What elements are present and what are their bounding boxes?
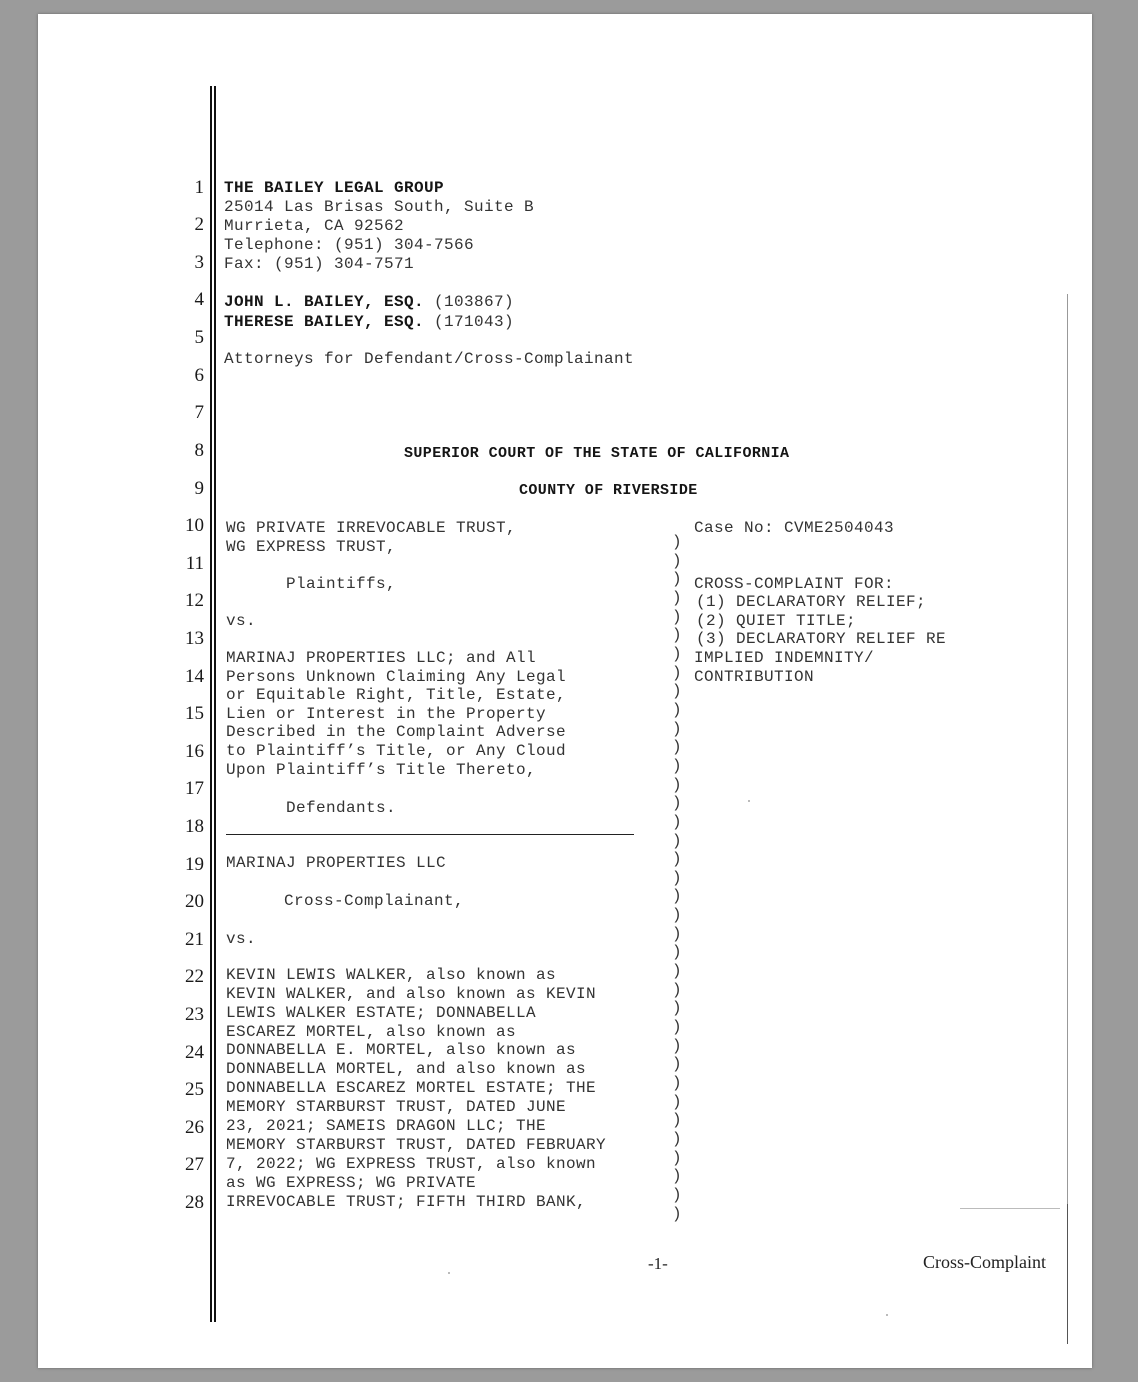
line-number: 17 bbox=[185, 778, 204, 799]
caption-paren: ) bbox=[672, 588, 682, 607]
cross-defendant-line: KEVIN WALKER, and also known as KEVIN bbox=[226, 985, 597, 1003]
line-number: 22 bbox=[185, 966, 204, 987]
caption-paren: ) bbox=[672, 700, 682, 719]
line-number: 4 bbox=[194, 289, 204, 310]
caption-paren: ) bbox=[672, 663, 682, 682]
vs-label: vs. bbox=[226, 930, 257, 948]
cause-of-action: CONTRIBUTION bbox=[694, 668, 815, 686]
caption-paren: ) bbox=[672, 962, 682, 981]
line-number: 24 bbox=[185, 1042, 204, 1063]
cross-defendant-line: MEMORY STARBURST TRUST, DATED FEBRUARY bbox=[226, 1136, 607, 1154]
caption-paren: ) bbox=[672, 1055, 682, 1074]
scan-speck bbox=[748, 800, 750, 802]
attorneys-for: Attorneys for Defendant/Cross-Complainant bbox=[224, 350, 635, 368]
defendant-line: or Equitable Right, Title, Estate, bbox=[226, 686, 567, 704]
right-margin-rule-bottom bbox=[1067, 1204, 1068, 1344]
line-number: 15 bbox=[185, 703, 204, 724]
line-number: 20 bbox=[185, 891, 204, 912]
left-margin-rule-inner bbox=[214, 86, 216, 1322]
caption-paren: ) bbox=[672, 775, 682, 794]
page-number: -1- bbox=[648, 1254, 668, 1273]
cross-complainant-label: Cross-Complainant, bbox=[284, 892, 465, 910]
line-number: 18 bbox=[185, 816, 204, 837]
scan-speck bbox=[886, 1314, 888, 1316]
court-county: COUNTY OF RIVERSIDE bbox=[519, 482, 698, 499]
caption-paren: ) bbox=[672, 1111, 682, 1130]
caption-paren: ) bbox=[672, 1018, 682, 1037]
caption-paren: ) bbox=[672, 924, 682, 943]
caption-divider bbox=[226, 834, 634, 835]
caption-paren: ) bbox=[672, 644, 682, 663]
caption-paren: ) bbox=[672, 682, 682, 701]
defendant-line: to Plaintiff’s Title, or Any Cloud bbox=[226, 742, 567, 760]
caption-paren-column bbox=[672, 533, 682, 1223]
attorney-2-name: THERESE BAILEY, ESQ. bbox=[224, 313, 425, 331]
caption-paren: ) bbox=[672, 719, 682, 738]
caption-paren: ) bbox=[672, 1036, 682, 1055]
cause-of-action: (1) DECLARATORY RELIEF; bbox=[696, 593, 927, 611]
line-number: 13 bbox=[185, 628, 204, 649]
line-number: 6 bbox=[194, 365, 204, 386]
caption-paren: ) bbox=[672, 812, 682, 831]
caption-paren: ) bbox=[672, 607, 682, 626]
caption-paren: ) bbox=[672, 626, 682, 645]
line-number: 28 bbox=[185, 1192, 204, 1213]
line-number: 25 bbox=[185, 1079, 204, 1100]
caption-paren: ) bbox=[672, 943, 682, 962]
firm-address-line1: 25014 Las Brisas South, Suite B bbox=[224, 198, 535, 216]
line-number: 10 bbox=[185, 515, 204, 536]
footer-title: Cross-Complaint bbox=[923, 1252, 1047, 1272]
court-name: SUPERIOR COURT OF THE STATE OF CALIFORNIA bbox=[404, 445, 790, 462]
defendant-line: Described in the Complaint Adverse bbox=[226, 723, 567, 741]
caption-paren: ) bbox=[672, 850, 682, 869]
line-number: 1 bbox=[194, 177, 204, 198]
line-number: 11 bbox=[185, 553, 204, 574]
left-margin-rule-outer bbox=[210, 86, 212, 1322]
line-number: 27 bbox=[185, 1154, 204, 1175]
vs-label: vs. bbox=[226, 612, 257, 630]
caption-paren: ) bbox=[672, 570, 682, 589]
caption-paren: ) bbox=[672, 999, 682, 1018]
cross-defendant-line: ESCAREZ MORTEL, also known as bbox=[226, 1023, 517, 1041]
line-number: 5 bbox=[194, 327, 204, 348]
caption-paren: ) bbox=[672, 1204, 682, 1223]
line-number: 9 bbox=[194, 478, 204, 499]
caption-paren: ) bbox=[672, 794, 682, 813]
pleading-title: CROSS-COMPLAINT FOR: bbox=[694, 575, 895, 593]
line-number: 21 bbox=[185, 929, 204, 950]
cross-defendant-line: DONNABELLA E. MORTEL, also known as bbox=[226, 1041, 577, 1059]
line-number: 16 bbox=[185, 741, 204, 762]
line-number: 8 bbox=[194, 440, 204, 461]
document-page bbox=[38, 14, 1092, 1368]
plaintiffs-label: Plaintiffs, bbox=[286, 575, 397, 593]
firm-name: THE BAILEY LEGAL GROUP bbox=[224, 179, 445, 197]
caption-paren: ) bbox=[672, 906, 682, 925]
line-number: 3 bbox=[194, 252, 204, 273]
footer-mark bbox=[960, 1208, 1060, 1209]
firm-address-line2: Murrieta, CA 92562 bbox=[224, 217, 405, 235]
cause-of-action: (3) DECLARATORY RELIEF RE bbox=[696, 630, 947, 648]
cross-defendant-line: as WG EXPRESS; WG PRIVATE bbox=[226, 1174, 477, 1192]
caption-paren: ) bbox=[672, 887, 682, 906]
line-number: 12 bbox=[185, 590, 204, 611]
plaintiff-line: WG PRIVATE IRREVOCABLE TRUST, bbox=[226, 519, 517, 537]
cross-defendant-line: IRREVOCABLE TRUST; FIFTH THIRD BANK, bbox=[226, 1193, 587, 1211]
caption-paren: ) bbox=[672, 1130, 682, 1148]
firm-fax: Fax: (951) 304-7571 bbox=[224, 255, 415, 273]
caption-paren: ) bbox=[672, 868, 682, 887]
cross-defendant-line: DONNABELLA ESCAREZ MORTEL ESTATE; THE bbox=[226, 1079, 597, 1097]
cross-defendant-line: MEMORY STARBURST TRUST, DATED JUNE bbox=[226, 1098, 567, 1116]
scan-speck bbox=[448, 1272, 450, 1274]
defendant-line: MARINAJ PROPERTIES LLC; and All bbox=[226, 649, 537, 667]
caption-paren: ) bbox=[672, 533, 682, 551]
cross-defendant-line: KEVIN LEWIS WALKER, also known as bbox=[226, 966, 557, 984]
firm-telephone: Telephone: (951) 304-7566 bbox=[224, 236, 475, 254]
line-number: 7 bbox=[194, 402, 204, 423]
caption-paren: ) bbox=[672, 980, 682, 999]
defendant-line: Persons Unknown Claiming Any Legal bbox=[226, 668, 567, 686]
case-number: Case No: CVME2504043 bbox=[694, 519, 895, 537]
line-number: 14 bbox=[185, 666, 204, 687]
line-number: 23 bbox=[185, 1004, 204, 1025]
attorney-2 bbox=[224, 313, 514, 332]
caption-paren: ) bbox=[672, 756, 682, 775]
cross-complainant: MARINAJ PROPERTIES LLC bbox=[226, 854, 447, 872]
line-number: 19 bbox=[185, 854, 204, 875]
right-margin-rule bbox=[1067, 294, 1068, 1344]
cause-of-action: IMPLIED INDEMNITY/ bbox=[694, 649, 875, 667]
cross-defendant-line: 23, 2021; SAMEIS DRAGON LLC; THE bbox=[226, 1117, 547, 1135]
caption-paren: ) bbox=[672, 1074, 682, 1093]
caption-paren: ) bbox=[672, 1148, 682, 1167]
caption-paren: ) bbox=[672, 738, 682, 757]
caption-paren: ) bbox=[672, 1185, 682, 1204]
caption-paren: ) bbox=[672, 1092, 682, 1111]
defendant-line: Lien or Interest in the Property bbox=[226, 705, 547, 723]
attorney-1 bbox=[224, 293, 514, 312]
caption-paren: ) bbox=[672, 1167, 682, 1186]
caption-paren: ) bbox=[672, 831, 682, 850]
cross-defendant-line: DONNABELLA MORTEL, and also known as bbox=[226, 1060, 587, 1078]
line-number: 26 bbox=[185, 1117, 204, 1138]
attorney-1-name: JOHN L. BAILEY, ESQ. bbox=[224, 293, 425, 311]
plaintiff-line: WG EXPRESS TRUST, bbox=[226, 538, 397, 556]
cross-defendant-line: LEWIS WALKER ESTATE; DONNABELLA bbox=[226, 1004, 537, 1022]
cause-of-action: (2) QUIET TITLE; bbox=[696, 612, 857, 630]
defendant-line: Upon Plaintiff’s Title Thereto, bbox=[226, 761, 537, 779]
cross-defendant-line: 7, 2022; WG EXPRESS TRUST, also known bbox=[226, 1155, 597, 1173]
attorney-1-bar: (103867) bbox=[434, 293, 515, 311]
defendants-label: Defendants. bbox=[286, 799, 397, 817]
caption-paren: ) bbox=[672, 551, 682, 570]
attorney-2-bar: (171043) bbox=[434, 313, 515, 331]
line-number: 2 bbox=[194, 214, 204, 235]
